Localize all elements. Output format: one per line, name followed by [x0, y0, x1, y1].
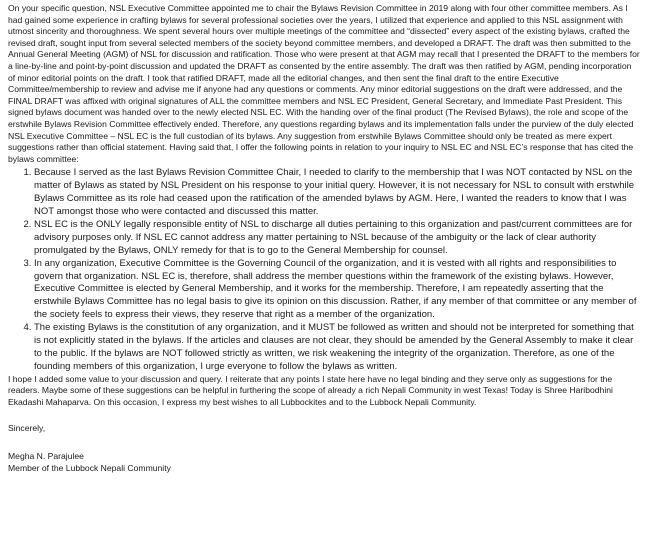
signature-name: Megha N. Parajulee	[8, 451, 84, 462]
signature-organization: Member of the Lubbock Nepali Community	[8, 462, 171, 473]
intro-paragraph: On your specific question, NSL Executive Committee appointed me to chair the Bylaws Revision Committee in 2019 along with four other committee members. As I had gained some experience in crafting bylaws for several professional societies over the years, I utilized that experience and applied to this NSL assignment with utmost sincerity and thoroughness. We spent several hours over multiple meetings of the committee and “dissected” every aspect of the existing bylaws, crafted the revised draft, sought input from several selected members of the society beyond committee members, and developed a DRAFT. The draft was then submitted to the Annual General Meeting (AGM) of NSL for discussion and ratification. Those who were present at that AGM may recall that I presented the DRAFT to the members for a line-by-line and point-by-point discussion and updated the DRAFT as consented by the entire assembly. The draft was then ratified by AGM, pending incorporation of minor editorial points on the draft. I took that ratified DRAFT, made all the editorial changes, and then sent the final draft to the entire Executive Committee/membership to review and advise me if anyone had any questions or comments. Any minor editorial suggestions on the draft were addressed, and the FINAL DRAFT was affixed with original signatures of ALL the committee members and NSL EC President, General Secretary, and Immediate Past President. This signed bylaws document was handed over to the newly elected NSL EC. With the handing over of the final product (The Revised Bylaws), the role and scope of the erstwhile Bylaws Revision Committee effectively ended. Therefore, any questions regarding bylaws and its implementation falls under the purview of the duly elected NSL Executive Committee – NSL EC is the full custodian of its bylaws. Any suggestion from erstwhile Bylaws Committee should only be treated as mere expert suggestions rather than official statement. Having said that, I offer the following points in relation to your inquiry to NSL EC and NSL EC’s response that has cited the bylaws committee:	[8, 3, 640, 164]
list-item: 2. NSL EC is the ONLY legally responsible entity of NSL to discharge all duties pertaining to this organization and past/current committees are for advisory purposes only. If NSL EC cannot address any matter pertaining to NSL because of the ambiguity or the lack of clear authority promulgated by the Bylaws, ONLY remedy for that is to go to the General Membership for counsel.	[34, 219, 640, 258]
points-list	[8, 167, 640, 374]
list-item: 1. Because I served as the last Bylaws Revision Committee Chair, I needed to clarify to the membership that I was NOT contacted by NSL on the matter of Bylaws as stated by NSL President on his response to your initial query. However, it is not necessary for NSL to consult with erstwhile Bylaws Committee as its role had ceased upon the ratification of the amended bylaws by AGM. Here, I wanted the readers to know that I was NOT amongst those who were contacted and discussed this matter.	[34, 167, 640, 219]
sign-off: Sincerely,	[8, 422, 46, 433]
list-item: 4. The existing Bylaws is the constitution of any organization, and it MUST be followed as written and should not be interpreted for something that is not explicitly stated in the bylaws. If the articles and clauses are not clear, they should be amended by the General Assembly to make it clear to the public. If the bylaws are NOT followed strictly as written, we risk weakening the integrity of the organization. Therefore, as one of the founding members of this organization, I urge everyone to follow the bylaws as written.	[34, 322, 640, 374]
list-item: 3. In any organization, Executive Committee is the Governing Council of the organization, and it is vested with all rights and responsibilities to govern that organization. NSL EC is, therefore, shall address the member questions within the framework of the existing bylaws. However, Executive Committee is elected by General Membership, and it works for the membership. Therefore, I am repeatedly asserting that the erstwhile Bylaws Committee has no legal basis to give its opinion on this discussion. Rather, if any member of that committee or any member of the society feels to express their views, they reserve that right as a member of the organization.	[34, 258, 640, 323]
closing-paragraph: I hope I added some value to your discussion and query. I reiterate that any points I state here have no legal binding and they serve only as suggestions for the readers. Maybe some of these suggestions can be helpful in furthering the scope of already a rich Nepali Community in west Texas! Today is Shree Haribodhini Ekadashi Mahaparva. On this occasion, I express my best wishes to all Lubbockites and to the Lubbock Nepali Community.	[8, 373, 613, 407]
